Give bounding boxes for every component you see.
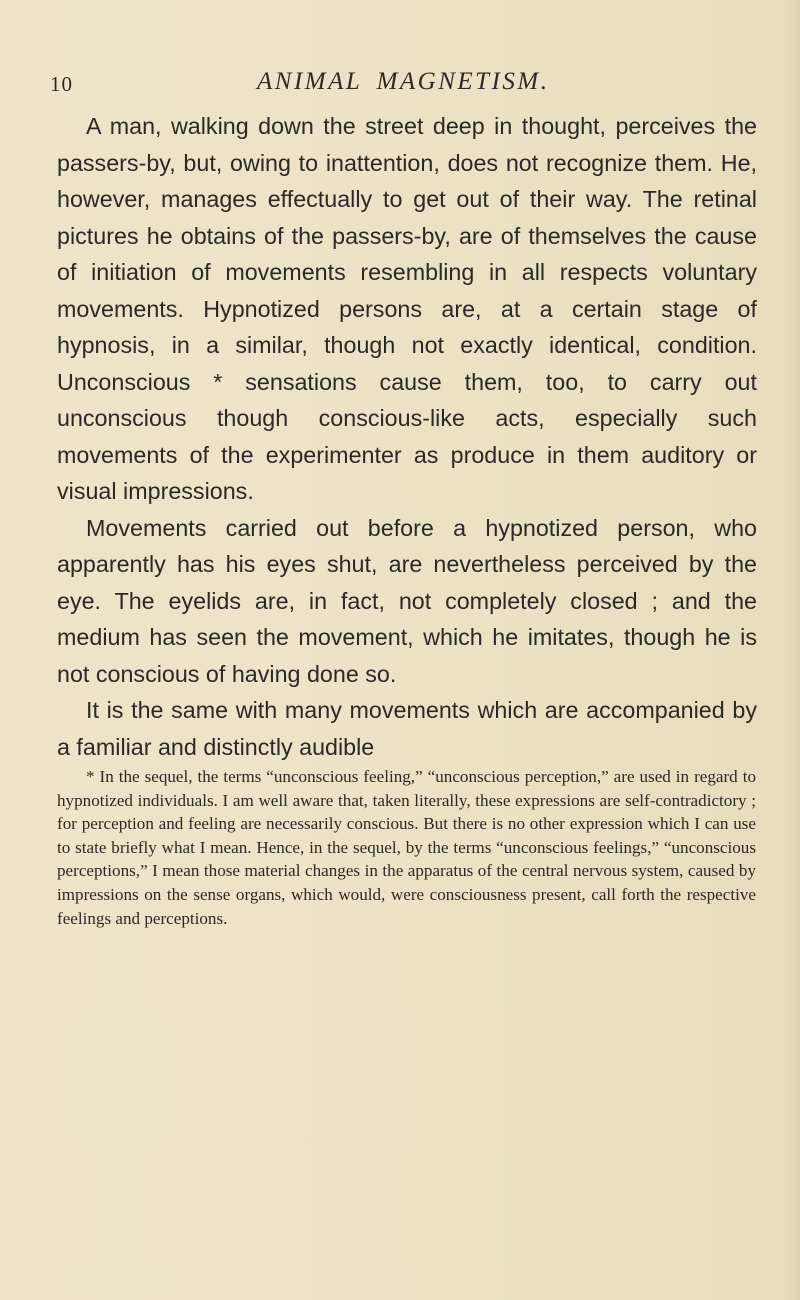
paragraph-2: Movements carried out before a hypnotized person, who apparently has his eyes shut, are nevertheless perceived by the eye. The eyelids are, in fact, not completely closed ; and the medium has seen the movement, which he imitates, though he is not conscious of having done so.	[57, 514, 757, 687]
page-edge-shadow	[786, 0, 800, 1300]
paragraph-1: A man, walking down the street deep in thought, perceives the passers-by, but, owing to inattention, does not recognize them. He, however, manages effectually to get out of their way. The retinal pictures he obtains of the passers-by, are of themselves the cause of initiation of movements resembling in all respects voluntary movements. Hypnotized persons are, at a certain stage of hypnosis, in a similar, though not exactly identical, condition. Unconscious * sensations cause them, too, to carry out unconscious though conscious-like acts, especially such movements of the experimenter as produce in them auditory or visual impressions.	[57, 113, 757, 504]
running-title: ANIMAL MAGNETISM.	[257, 68, 550, 95]
footnote-text: * In the sequel, the terms “unconscious feeling,” “unconscious perception,” are used in regard to hypnotized individuals. I am well aware that, taken literally, these expressions are self-contradictory ; for perception and feeling are necessarily conscious. But there is no other expression which I can use to state briefly what I mean. Hence, in the sequel, by the terms “unconscious feelings,” “unconscious perceptions,” I mean those material changes in the apparatus of the central nervous system, caused by impressions on the sense organs, which would, were consciousness present, call forth the respective feelings and perceptions.	[57, 767, 756, 928]
page-header	[50, 68, 760, 108]
footnote	[57, 765, 756, 930]
paragraph-3: It is the same with many movements which are accompanied by a familiar and distinctly audible	[57, 697, 757, 760]
main-text	[57, 108, 757, 765]
page-number: 10	[50, 72, 73, 96]
